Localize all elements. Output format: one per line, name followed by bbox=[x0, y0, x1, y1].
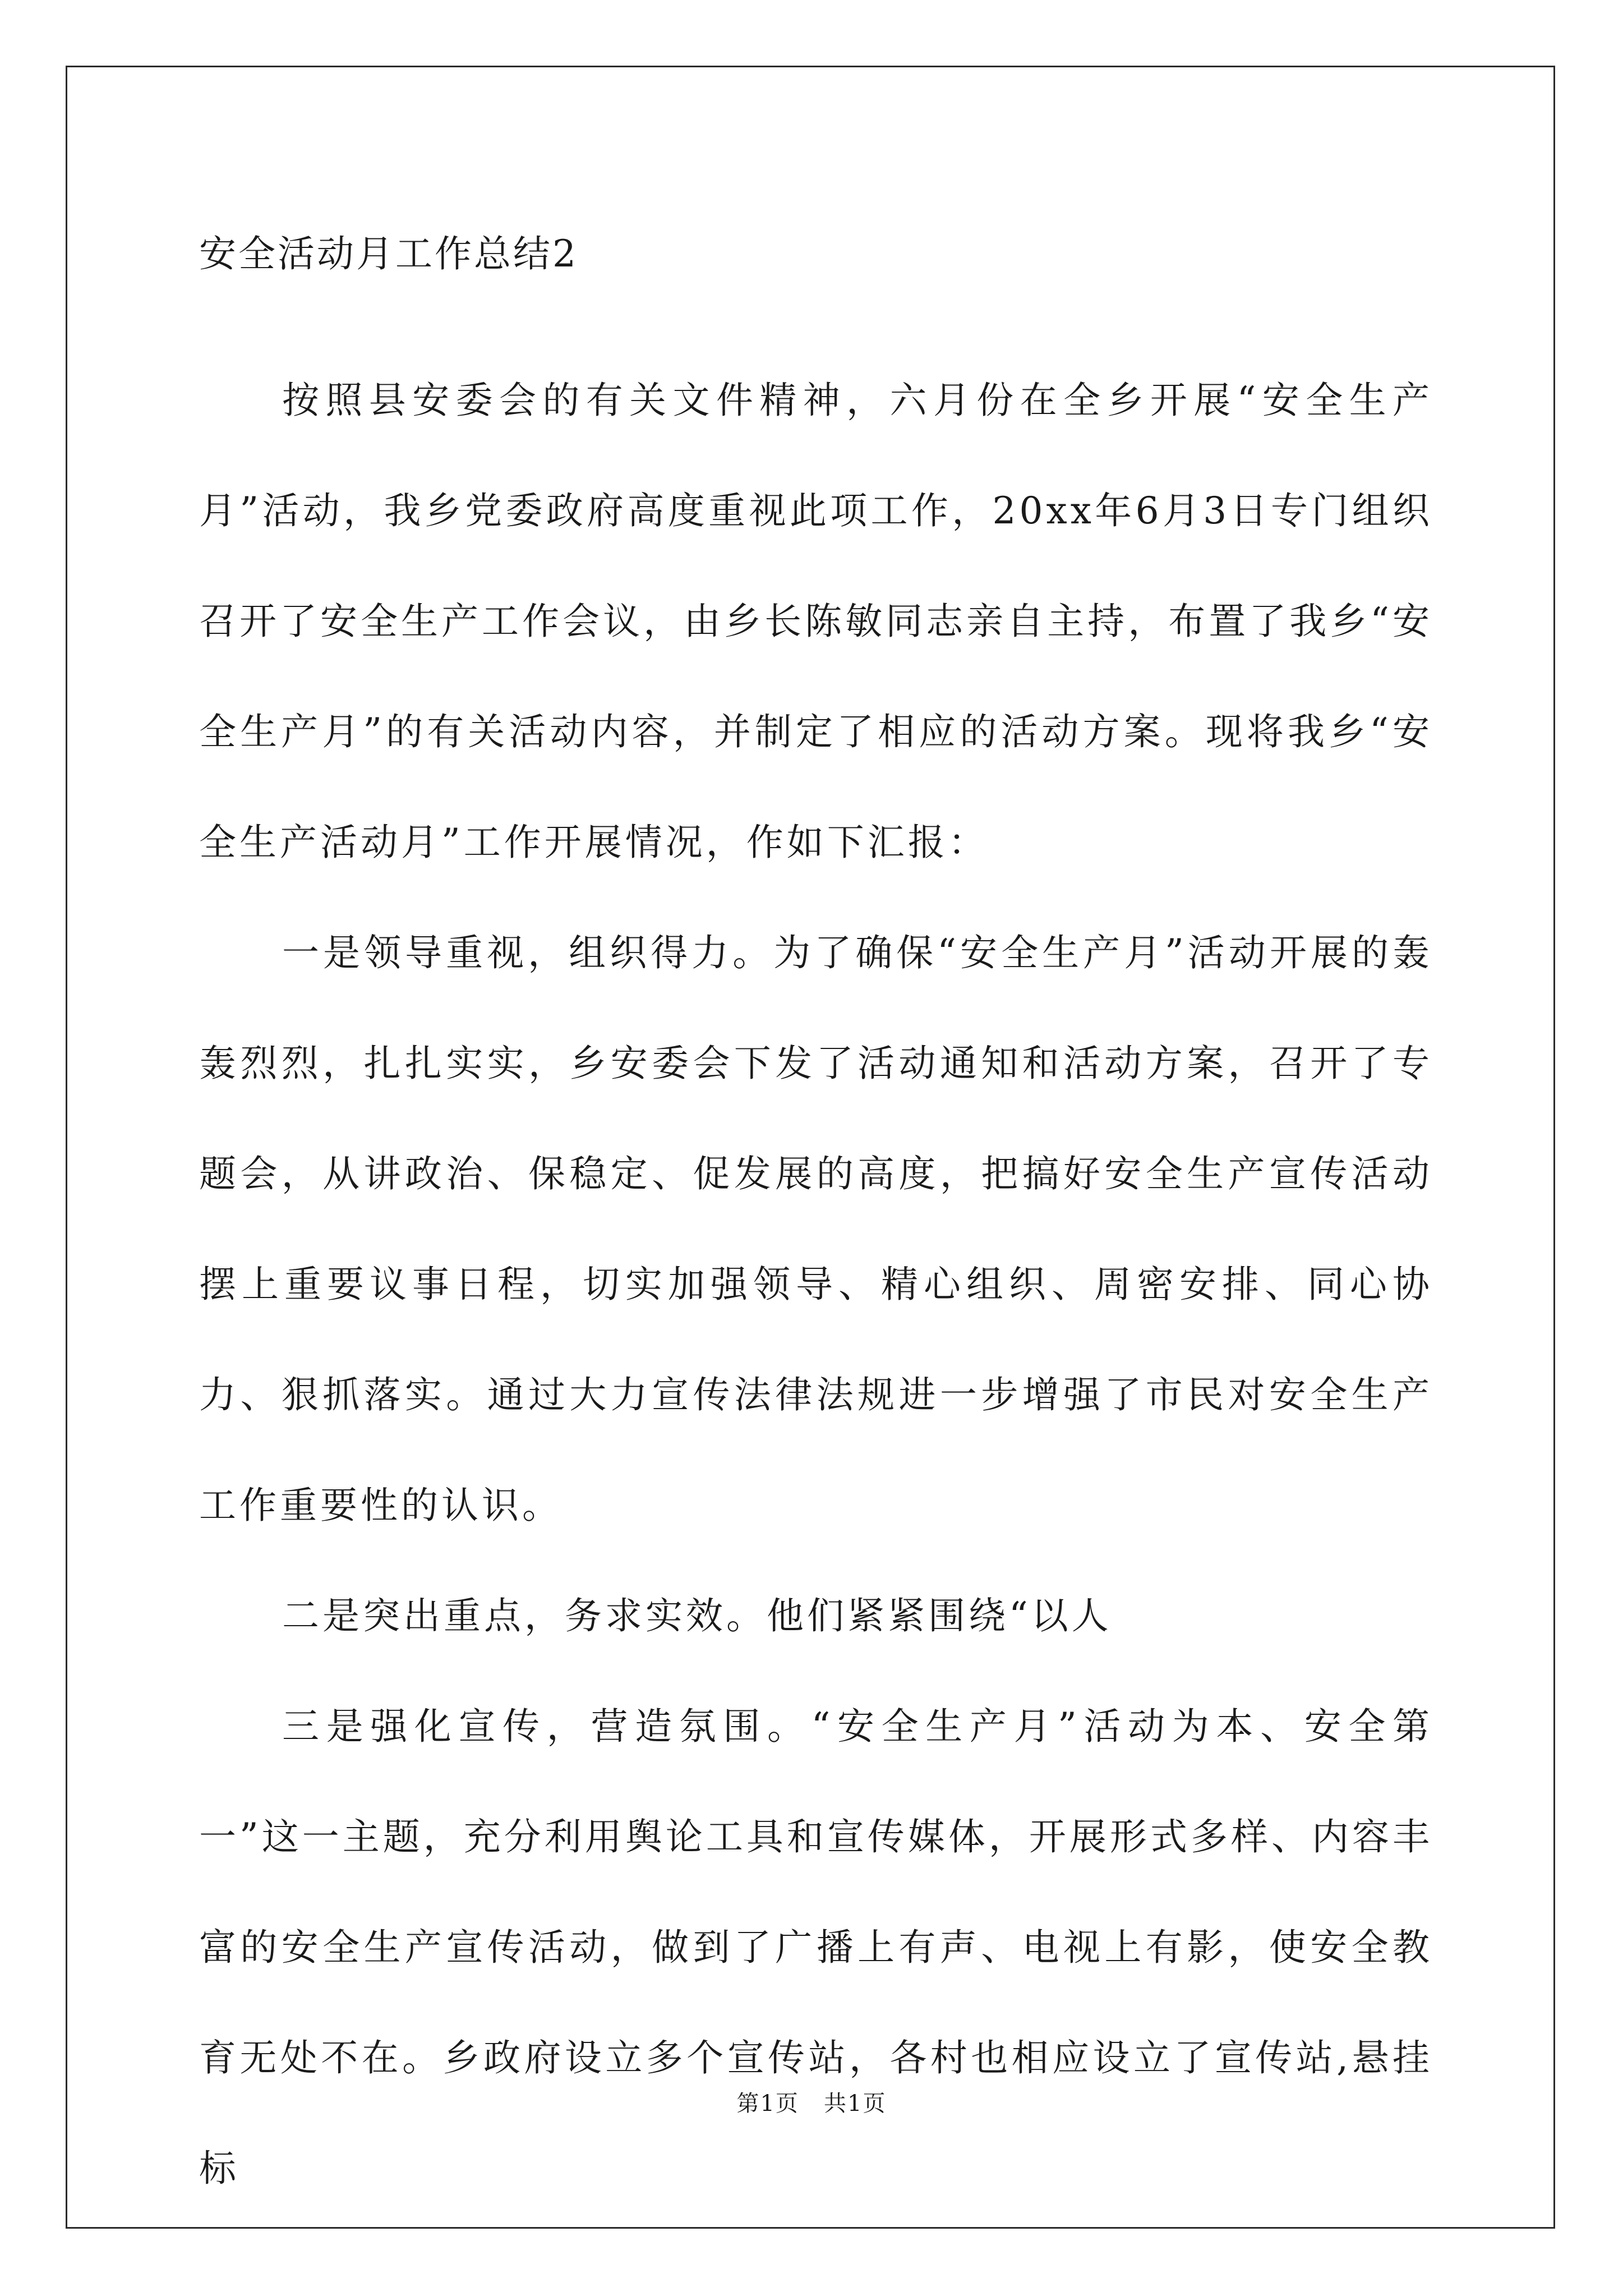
paragraph-publicity: 三是强化宣传，营造氛围。“安全生产月”活动为本、安全第一”这一主题，充分利用舆论工具和宣传媒体，开展形式多样、内容丰富的安全生产宣传活动，做到了广播上有声、电视上有影，使安全教育无处不在。乡政府设立多个宣传站，各村也相应设立了宣传站,悬挂标 bbox=[199, 1705, 1433, 2190]
paragraph-leadership: 一是领导重视，组织得力。为了确保“安全生产月”活动开展的轰轰烈烈，扎扎实实，乡安委会下发了活动通知和活动方案，召开了专题会，从讲政治、保稳定、促发展的高度，把搞好安全生产宣传活动摆上重要议事日程，切实加强领导、精心组织、周密安排、同心协力、狠抓落实。通过大力宣传法律法规进一步增强了市民对安全生产工作重要性的认识。 bbox=[199, 931, 1433, 1527]
document-body bbox=[199, 219, 1433, 2224]
document-title: 安全活动月工作总结2 bbox=[199, 232, 578, 275]
paragraph-intro: 按照县安委会的有关文件精神，六月份在全乡开展“安全生产月”活动，我乡党委政府高度重视此项工作，20xx年6月3日专门组织召开了安全生产工作会议，由乡长陈敏同志亲自主持，布置了我乡“安全生产月”的有关活动内容，并制定了相应的活动方案。现将我乡“安全生产活动月”工作开展情况，作如下汇报： bbox=[199, 379, 1433, 864]
page-number-footer: 第1页 共1页 bbox=[736, 2091, 887, 2116]
paragraph-focus: 二是突出重点，务求实效。他们紧紧围绕“以人 bbox=[282, 1594, 1112, 1637]
